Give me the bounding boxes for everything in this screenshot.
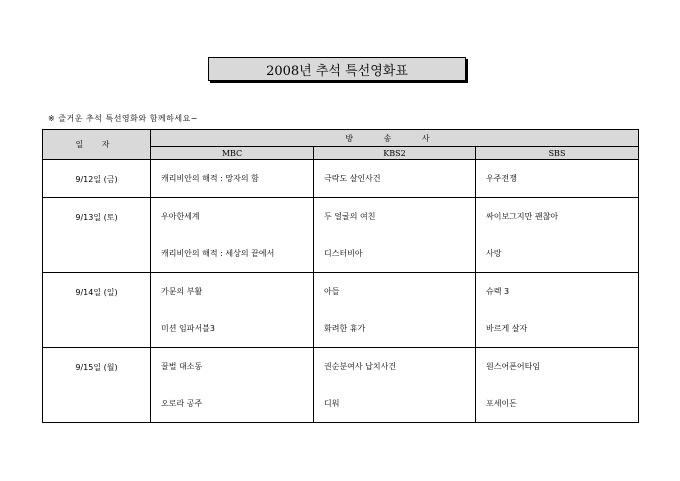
page-title (208, 57, 466, 81)
sbs-cell (476, 348, 639, 423)
date-cell: 9/15일 (월) (43, 348, 151, 423)
date-cell: 9/14일 (일) (43, 273, 151, 348)
program-title: 디워 (324, 399, 340, 408)
table-row (43, 160, 639, 198)
program-title: 아들 (324, 287, 340, 296)
mbc-cell (151, 348, 314, 423)
sbs-cell (476, 273, 639, 348)
program-title: 캐리비안의 해적 : 세상의 끝에서 (161, 249, 275, 258)
table-row (43, 198, 639, 273)
kbs2-cell (314, 160, 476, 198)
program-title: 오로라 공주 (161, 399, 203, 408)
kbs2-cell (314, 273, 476, 348)
program-title: 포세이돈 (486, 399, 517, 408)
sbs-cell (476, 198, 639, 273)
program-title: 화려한 휴가 (324, 324, 366, 333)
schedule-table (42, 129, 639, 423)
program-title: 두 얼굴의 여친 (324, 212, 376, 221)
kbs2-cell (314, 348, 476, 423)
page-title-text: 2008년 추석 특선영화표 (266, 63, 408, 79)
program-title: 극락도 살인사건 (324, 174, 381, 183)
channel-header-mbc: MBC (151, 147, 314, 160)
kbs2-cell (314, 198, 476, 273)
mbc-cell (151, 273, 314, 348)
date-header: 일 자 (43, 130, 151, 160)
program-title: 원스어폰어타임 (486, 362, 541, 371)
program-title: 싸이보그지만 괜찮아 (486, 212, 559, 221)
program-title: 미션 임파서블3 (161, 324, 216, 333)
program-title: 디스터비아 (324, 249, 363, 258)
program-title: 캐리비안의 해적 : 망자의 함 (161, 174, 259, 183)
note-text: ※ 즐거운 추석 특선영화와 함께하세요~ (48, 114, 198, 123)
mbc-cell (151, 160, 314, 198)
program-title: 우아한세계 (161, 212, 200, 221)
sbs-cell (476, 160, 639, 198)
program-title: 꿀벌 대소동 (161, 362, 203, 371)
table-row (43, 273, 639, 348)
broadcaster-header: 방 송 사 (151, 130, 639, 147)
program-title: 사랑 (486, 249, 502, 258)
program-title: 슈렉 3 (486, 287, 510, 296)
program-title: 가문의 부활 (161, 287, 203, 296)
mbc-cell (151, 198, 314, 273)
table-row (43, 348, 639, 423)
date-cell: 9/12일 (금) (43, 160, 151, 198)
program-title: 바르게 살자 (486, 324, 528, 333)
program-title: 권순분여사 납치사건 (324, 362, 397, 371)
channel-header-sbs: SBS (476, 147, 639, 160)
date-cell: 9/13일 (토) (43, 198, 151, 273)
channel-header-kbs2: KBS2 (314, 147, 476, 160)
program-title: 우주전쟁 (486, 174, 517, 183)
